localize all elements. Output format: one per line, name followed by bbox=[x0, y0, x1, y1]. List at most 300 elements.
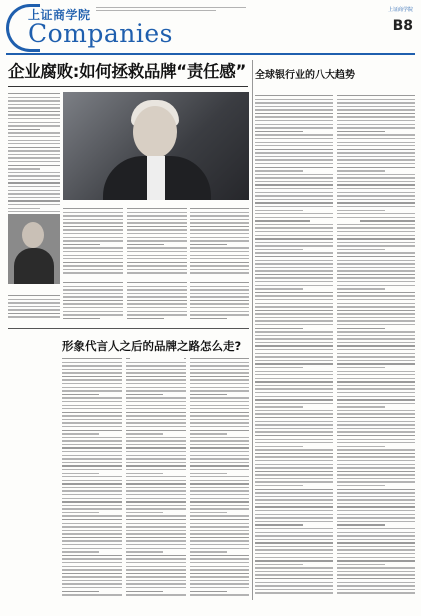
text-line bbox=[62, 369, 122, 370]
text-line bbox=[127, 314, 187, 315]
text-line bbox=[127, 311, 187, 312]
text-line bbox=[337, 582, 415, 583]
text-line bbox=[337, 167, 415, 168]
text-line bbox=[190, 458, 249, 459]
text-line bbox=[337, 349, 415, 350]
text-line bbox=[337, 317, 415, 318]
text-line bbox=[190, 419, 249, 420]
text-line bbox=[62, 444, 122, 445]
text-line bbox=[62, 394, 99, 395]
text-line bbox=[126, 544, 186, 545]
text-line bbox=[337, 413, 415, 414]
text-line bbox=[255, 288, 303, 289]
text-line bbox=[255, 134, 333, 135]
text-line bbox=[190, 480, 249, 481]
text-line bbox=[63, 262, 123, 263]
text-line bbox=[255, 159, 333, 160]
text-line bbox=[126, 533, 186, 534]
text-line bbox=[337, 145, 415, 146]
text-line bbox=[126, 455, 186, 456]
text-line bbox=[255, 578, 333, 579]
text-line bbox=[337, 492, 415, 493]
text-line bbox=[126, 369, 186, 370]
text-line bbox=[255, 331, 333, 332]
text-line bbox=[190, 462, 249, 463]
text-line bbox=[62, 462, 122, 463]
text-line bbox=[337, 116, 415, 117]
main-body-column-1 bbox=[63, 208, 123, 278]
text-line bbox=[337, 456, 415, 457]
main-headline-rule bbox=[8, 86, 248, 87]
text-line bbox=[255, 532, 333, 533]
text-line bbox=[337, 320, 415, 321]
text-line bbox=[190, 362, 249, 363]
text-line bbox=[126, 558, 186, 559]
text-line bbox=[62, 569, 122, 570]
text-line bbox=[127, 226, 187, 227]
text-line bbox=[8, 161, 60, 162]
text-line bbox=[337, 134, 415, 135]
text-line bbox=[337, 574, 415, 575]
text-line bbox=[255, 188, 333, 189]
text-line bbox=[63, 251, 123, 252]
text-line bbox=[255, 199, 333, 200]
text-line bbox=[126, 580, 186, 581]
text-line bbox=[337, 281, 415, 282]
text-line bbox=[190, 255, 249, 256]
text-line bbox=[255, 342, 333, 343]
text-line bbox=[62, 562, 122, 563]
text-line bbox=[255, 371, 333, 372]
text-line bbox=[337, 156, 415, 157]
text-line bbox=[255, 235, 333, 236]
text-line bbox=[255, 277, 333, 278]
text-line bbox=[255, 102, 333, 103]
text-line bbox=[127, 318, 164, 319]
text-line bbox=[8, 316, 60, 317]
text-line bbox=[190, 289, 249, 290]
text-line bbox=[62, 372, 122, 373]
text-line bbox=[255, 542, 333, 543]
text-line bbox=[255, 506, 333, 507]
text-line bbox=[8, 168, 40, 169]
text-line bbox=[190, 537, 249, 538]
text-line bbox=[337, 510, 415, 511]
text-line bbox=[255, 499, 333, 500]
text-line bbox=[126, 401, 186, 402]
text-line bbox=[63, 215, 123, 216]
text-line bbox=[255, 210, 303, 211]
text-line bbox=[190, 498, 249, 499]
text-line bbox=[63, 314, 123, 315]
text-line bbox=[337, 331, 415, 332]
text-line bbox=[255, 585, 333, 586]
text-line bbox=[126, 566, 186, 567]
text-line bbox=[190, 215, 249, 216]
text-line bbox=[337, 460, 415, 461]
text-line bbox=[337, 335, 415, 336]
text-line bbox=[337, 285, 415, 286]
text-line bbox=[190, 394, 227, 395]
text-line bbox=[190, 269, 249, 270]
text-line bbox=[62, 555, 122, 556]
text-line bbox=[255, 503, 333, 504]
text-line bbox=[337, 324, 415, 325]
text-line bbox=[127, 251, 187, 252]
text-line bbox=[190, 587, 249, 588]
text-line bbox=[255, 392, 333, 393]
text-line bbox=[337, 363, 415, 364]
text-line bbox=[337, 546, 415, 547]
text-line bbox=[63, 247, 123, 248]
text-line bbox=[255, 138, 333, 139]
text-line bbox=[255, 245, 333, 246]
text-line bbox=[190, 530, 249, 531]
text-line bbox=[337, 528, 415, 529]
text-line bbox=[126, 433, 163, 434]
text-line bbox=[255, 431, 333, 432]
text-line bbox=[62, 540, 122, 541]
text-line bbox=[255, 546, 333, 547]
text-line bbox=[190, 447, 249, 448]
text-line bbox=[62, 362, 122, 363]
text-line bbox=[126, 387, 186, 388]
text-line bbox=[63, 296, 123, 297]
text-line bbox=[126, 430, 186, 431]
text-line bbox=[190, 212, 249, 213]
text-line bbox=[190, 523, 249, 524]
text-line bbox=[255, 406, 303, 407]
text-line bbox=[126, 444, 186, 445]
text-line bbox=[337, 260, 415, 261]
text-line bbox=[337, 485, 385, 486]
text-line bbox=[255, 324, 333, 325]
text-line bbox=[190, 286, 249, 287]
text-line bbox=[190, 300, 249, 301]
text-line bbox=[255, 553, 333, 554]
text-line bbox=[255, 242, 333, 243]
text-line bbox=[126, 419, 186, 420]
text-line bbox=[126, 376, 186, 377]
text-line bbox=[126, 562, 186, 563]
text-line bbox=[337, 535, 415, 536]
text-line bbox=[190, 376, 249, 377]
text-line bbox=[337, 292, 415, 293]
text-line bbox=[255, 456, 333, 457]
text-line bbox=[255, 481, 333, 482]
text-line bbox=[126, 555, 186, 556]
text-line bbox=[337, 399, 415, 400]
text-line bbox=[62, 551, 99, 552]
text-line bbox=[337, 564, 385, 565]
text-line bbox=[62, 408, 122, 409]
text-line bbox=[337, 542, 415, 543]
text-line bbox=[126, 397, 186, 398]
sidebar-listing bbox=[8, 338, 58, 600]
text-line bbox=[190, 465, 249, 466]
text-line bbox=[63, 289, 123, 290]
text-line bbox=[337, 152, 415, 153]
text-line bbox=[63, 240, 123, 241]
text-line bbox=[255, 145, 333, 146]
text-line bbox=[190, 222, 249, 223]
text-line bbox=[337, 417, 415, 418]
text-line bbox=[190, 440, 249, 441]
text-line bbox=[62, 480, 122, 481]
text-line bbox=[337, 299, 415, 300]
text-line bbox=[337, 499, 415, 500]
text-line bbox=[337, 149, 415, 150]
text-line bbox=[62, 412, 122, 413]
text-line bbox=[190, 247, 249, 248]
text-line bbox=[255, 478, 333, 479]
text-line bbox=[337, 274, 415, 275]
text-line bbox=[62, 455, 122, 456]
text-line bbox=[255, 260, 333, 261]
text-line bbox=[337, 381, 415, 382]
text-line bbox=[126, 501, 186, 502]
text-line bbox=[126, 583, 186, 584]
text-line bbox=[337, 356, 415, 357]
text-line bbox=[337, 206, 415, 207]
text-line bbox=[337, 256, 415, 257]
text-line bbox=[62, 530, 122, 531]
text-line bbox=[255, 131, 303, 132]
text-line bbox=[63, 226, 123, 227]
text-line bbox=[337, 442, 415, 443]
text-line bbox=[62, 576, 122, 577]
text-line bbox=[255, 571, 333, 572]
text-line bbox=[127, 212, 187, 213]
text-line bbox=[62, 587, 122, 588]
text-line bbox=[8, 197, 60, 198]
text-line bbox=[255, 460, 333, 461]
text-line bbox=[62, 476, 122, 477]
masthead-title-big: Companies bbox=[28, 19, 174, 48]
text-line bbox=[8, 306, 60, 307]
text-line bbox=[8, 299, 60, 300]
text-line bbox=[8, 211, 60, 212]
text-line bbox=[337, 174, 415, 175]
text-line bbox=[62, 422, 122, 423]
text-line bbox=[255, 428, 333, 429]
text-line bbox=[63, 311, 123, 312]
text-line bbox=[190, 580, 249, 581]
text-line bbox=[190, 387, 249, 388]
text-line bbox=[62, 376, 122, 377]
text-line bbox=[337, 184, 415, 185]
text-line bbox=[255, 496, 333, 497]
text-line bbox=[190, 548, 249, 549]
text-line bbox=[255, 95, 333, 96]
text-line bbox=[190, 430, 249, 431]
text-line bbox=[337, 267, 415, 268]
text-line bbox=[337, 202, 415, 203]
text-line bbox=[126, 523, 186, 524]
text-line bbox=[337, 270, 415, 271]
text-line bbox=[190, 515, 249, 516]
text-line bbox=[63, 318, 100, 319]
bottom-article-column-2 bbox=[126, 358, 186, 600]
text-line bbox=[255, 292, 333, 293]
text-line bbox=[255, 413, 333, 414]
text-line bbox=[337, 213, 415, 214]
text-line bbox=[126, 548, 186, 549]
text-line bbox=[337, 353, 415, 354]
text-line bbox=[8, 150, 60, 151]
text-line bbox=[190, 473, 227, 474]
text-line bbox=[190, 226, 249, 227]
text-line bbox=[126, 508, 186, 509]
text-line bbox=[62, 498, 122, 499]
text-line bbox=[127, 307, 187, 308]
text-line bbox=[190, 591, 227, 592]
text-line bbox=[126, 362, 186, 363]
text-line bbox=[8, 179, 60, 180]
text-line bbox=[190, 455, 249, 456]
text-line bbox=[126, 487, 186, 488]
text-line bbox=[255, 152, 333, 153]
text-line bbox=[190, 437, 249, 438]
text-line bbox=[126, 412, 186, 413]
text-line bbox=[337, 549, 415, 550]
text-line bbox=[337, 567, 415, 568]
text-line bbox=[255, 467, 333, 468]
text-line bbox=[255, 557, 333, 558]
text-line bbox=[190, 555, 249, 556]
text-line bbox=[337, 106, 415, 107]
text-line bbox=[190, 365, 249, 366]
text-line bbox=[8, 122, 60, 123]
text-line bbox=[190, 293, 249, 294]
text-line bbox=[255, 356, 333, 357]
text-line bbox=[337, 360, 415, 361]
text-line bbox=[126, 526, 186, 527]
text-line bbox=[8, 190, 60, 191]
text-line bbox=[126, 458, 186, 459]
text-line bbox=[8, 200, 60, 201]
text-line bbox=[337, 252, 415, 253]
text-line bbox=[8, 157, 60, 158]
text-line bbox=[190, 272, 249, 273]
text-line bbox=[190, 397, 249, 398]
text-line bbox=[62, 594, 122, 595]
text-line bbox=[63, 219, 123, 220]
text-line bbox=[337, 263, 415, 264]
text-line bbox=[8, 100, 60, 101]
text-line bbox=[126, 451, 186, 452]
text-line bbox=[62, 358, 122, 359]
text-line bbox=[337, 113, 415, 114]
text-line bbox=[127, 222, 187, 223]
text-line bbox=[190, 401, 249, 402]
text-line bbox=[337, 127, 415, 128]
right-article-column-2 bbox=[337, 95, 415, 599]
text-line bbox=[337, 163, 415, 164]
text-line bbox=[337, 471, 415, 472]
text-line bbox=[126, 426, 186, 427]
text-line bbox=[337, 295, 415, 296]
text-line bbox=[337, 557, 415, 558]
masthead bbox=[6, 4, 415, 54]
text-line bbox=[62, 440, 122, 441]
text-line bbox=[126, 519, 186, 520]
text-line bbox=[255, 374, 333, 375]
text-line bbox=[337, 235, 415, 236]
text-line bbox=[255, 449, 333, 450]
text-line bbox=[255, 227, 333, 228]
text-line bbox=[190, 519, 249, 520]
text-line bbox=[126, 405, 186, 406]
text-line bbox=[255, 335, 333, 336]
text-line bbox=[127, 208, 187, 209]
text-line bbox=[126, 462, 186, 463]
text-line bbox=[337, 177, 415, 178]
text-line bbox=[63, 300, 123, 301]
text-line bbox=[190, 265, 249, 266]
text-line bbox=[255, 116, 333, 117]
text-line bbox=[255, 421, 333, 422]
text-line bbox=[62, 426, 122, 427]
text-line bbox=[337, 467, 415, 468]
text-line bbox=[126, 447, 186, 448]
text-line bbox=[337, 406, 385, 407]
text-line bbox=[337, 506, 415, 507]
text-line bbox=[126, 551, 163, 552]
text-line bbox=[63, 258, 123, 259]
text-line bbox=[337, 367, 385, 368]
text-line bbox=[255, 256, 333, 257]
text-line bbox=[126, 390, 186, 391]
text-line bbox=[337, 192, 415, 193]
text-line bbox=[127, 233, 187, 234]
text-line bbox=[126, 490, 186, 491]
text-line bbox=[337, 571, 415, 572]
text-line bbox=[126, 498, 186, 499]
text-line bbox=[127, 289, 187, 290]
text-line bbox=[190, 219, 249, 220]
masthead-info bbox=[96, 7, 266, 19]
text-line bbox=[190, 405, 249, 406]
text-line bbox=[255, 281, 333, 282]
text-line bbox=[337, 521, 415, 522]
bottom-article-column-1 bbox=[62, 358, 122, 600]
text-line bbox=[63, 265, 123, 266]
text-line bbox=[62, 512, 99, 513]
text-line bbox=[337, 524, 385, 525]
text-line bbox=[190, 251, 249, 252]
text-line bbox=[255, 156, 333, 157]
text-line bbox=[190, 483, 249, 484]
text-line bbox=[63, 212, 123, 213]
text-line bbox=[8, 104, 60, 105]
text-line bbox=[62, 558, 122, 559]
text-line bbox=[8, 165, 60, 166]
text-line bbox=[8, 114, 60, 115]
text-line bbox=[8, 186, 60, 187]
text-line bbox=[337, 478, 415, 479]
text-line bbox=[127, 286, 187, 287]
text-line bbox=[255, 564, 303, 565]
text-line bbox=[255, 224, 333, 225]
text-line bbox=[255, 510, 333, 511]
text-line bbox=[62, 483, 122, 484]
text-line bbox=[127, 229, 187, 230]
right-article-headline: 全球银行业的八大趋势 bbox=[255, 70, 355, 81]
text-line bbox=[255, 267, 333, 268]
text-line bbox=[127, 219, 187, 220]
text-line bbox=[337, 503, 415, 504]
